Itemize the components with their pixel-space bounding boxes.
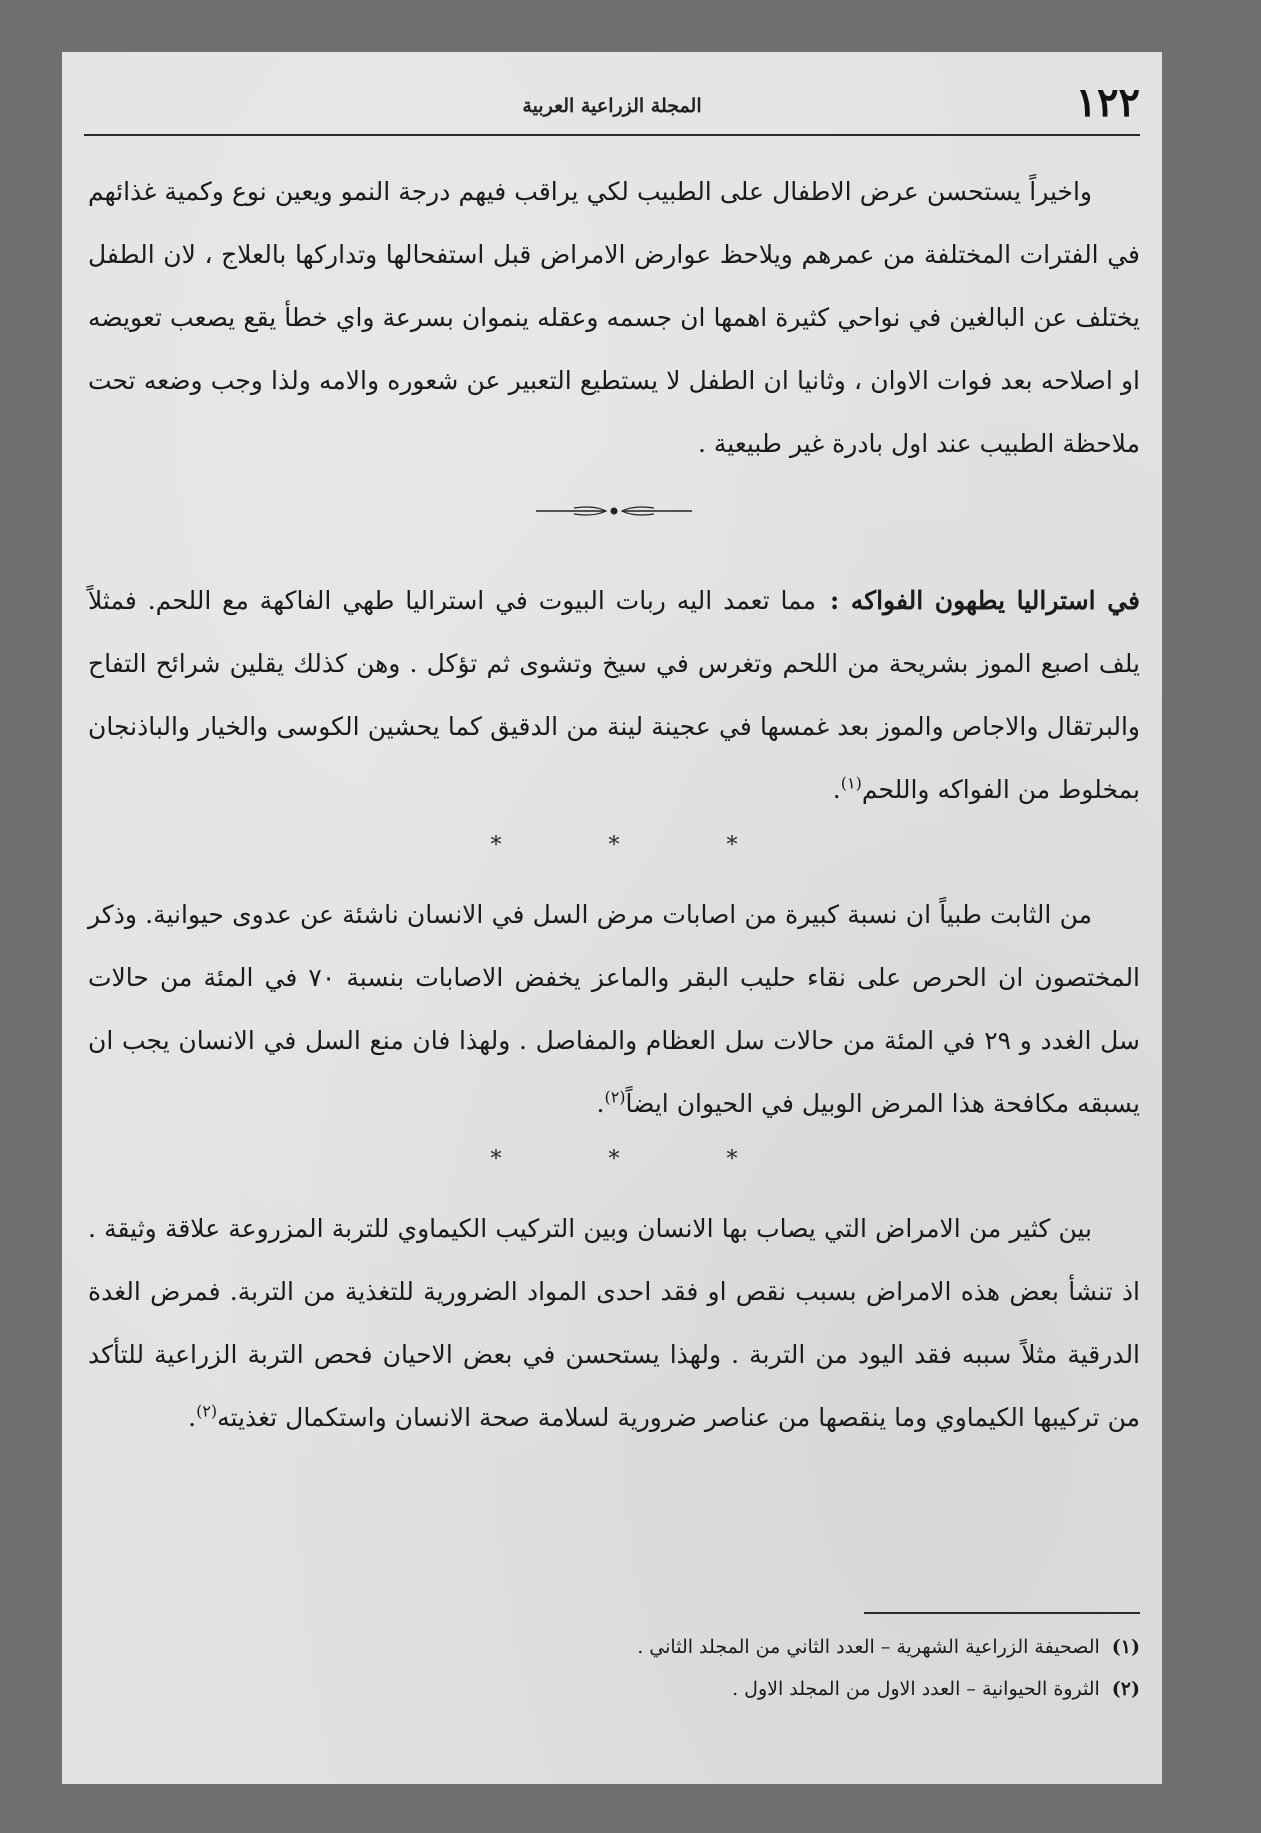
paragraph-children-checkup <box>88 160 1140 475</box>
punctuation: . <box>832 775 841 804</box>
section-separator-stars: * * * <box>490 1147 788 1172</box>
text-line: مما تعمد اليه ربات البيوت في استراليا طهي الفاكهة مع اللحم. <box>147 586 816 615</box>
text-line: فمثلاً يلف اصبع الموز بشريحة من اللحم وتغرس في سيخ وتشوى ثم تؤكل . وهن كذلك يقلين <box>88 586 1140 678</box>
text-line: من الثابت طبياً ان نسبة كبيرة من اصابات مرض السل في الانسان ناشئة عن عدوى حيوانية. <box>145 900 1092 929</box>
text-line: حالات سل الغدد و ٢٩ في المئة من حالات سل العظام والمفاصل . ولهذا فان منع السل في الانسان <box>88 963 1140 1055</box>
paragraph-tuberculosis <box>88 883 1140 1135</box>
footnote-text: الثروة الحيوانية – العدد الاول من المجلد الاول . <box>732 1678 1100 1700</box>
text-line: وذكر المختصون ان الحرص على نقاء حليب البقر والماعز يخفض الاصابات بنسبة ٧٠ في المئة من <box>88 900 1141 992</box>
text-line: لان الطفل يختلف عن البالغين في نواحي كثيرة اهمها ان جسمه وعقله ينموان بسرعة واي خطأ يقع <box>88 240 1140 332</box>
footnote-item <box>88 1626 1140 1668</box>
text-line: غذائهم في الفترات المختلفة من عمرهم ويلاحظ عوارض الامراض قبل استفحالها وتداركها بالعلاج ، <box>88 177 1140 269</box>
text-line: ولذا وجب وضعه تحت ملاحظة الطبيب عند اول بادرة غير طبيعية . <box>88 366 1140 458</box>
punctuation: . <box>188 1403 197 1432</box>
page-header <box>84 74 1140 136</box>
running-title: المجلة الزراعية العربية <box>522 95 702 117</box>
footnote-divider <box>864 1612 1140 1614</box>
punctuation: . <box>596 1089 605 1118</box>
text-line: بين كثير من الامراض التي يصاب بها الانسان وبين التركيب الكيماوي للتربة المزروعة علاقة <box>164 1214 1092 1243</box>
footnote-mark: (١) <box>1111 1636 1140 1658</box>
footnote-item <box>88 1668 1140 1710</box>
ornamental-divider <box>534 501 694 521</box>
article-body <box>88 160 1140 1449</box>
footnotes <box>88 1612 1140 1710</box>
section-separator-stars: * * * <box>490 833 788 858</box>
text-line: الزراعية للتأكد من تركيبها الكيماوي وما ينقصها من عناصر ضرورية لسلامة صحة الانسان <box>88 1340 1140 1432</box>
text-line: يجب ان يسبقه مكافحة هذا المرض الوبيل في الحيوان ايضاً <box>88 1026 1140 1118</box>
paragraph-soil-chemistry <box>88 1197 1140 1449</box>
text-line: فمرض الغدة الدرقية مثلاً سببه فقد اليود من التربة . ولهذا يستحسن في بعض الاحيان فحص التربة <box>88 1277 1141 1369</box>
footnote-ref: (٢) <box>196 1401 218 1421</box>
page-number: ١٢٢ <box>1075 79 1140 126</box>
footnote-mark: (٢) <box>1111 1678 1140 1700</box>
paragraph-australia-fruit <box>88 569 1140 821</box>
section-lead-title: في استراليا يطهون الفواكه : <box>829 586 1140 615</box>
text-line: والخيار والباذنجان بمخلوط من الفواكه واللحم <box>88 712 1140 804</box>
document-page <box>62 52 1162 1784</box>
text-line: وثيقة . اذ تنشأ بعض هذه الامراض بسبب نقص او فقد احدى المواد الضرورية للتغذية من التربة. <box>88 1214 1141 1306</box>
footnote-ref: (٢) <box>604 1087 626 1107</box>
text-line: شرائح التفاح والبرتقال والاجاص والموز بعد غمسها في عجينة لينة من الدقيق كما يحشين الكوسى <box>88 649 1141 741</box>
text-line: يصعب تعويضه او اصلاحه بعد فوات الاوان ، وثانيا ان الطفل لا يستطيع التعبير عن شعوره والامه <box>88 303 1140 395</box>
text-line: واستكمال تغذيته <box>217 1403 387 1432</box>
footnote-ref: (١) <box>840 773 862 793</box>
text-line: واخيراً يستحسن عرض الاطفال على الطبيب لكي يراقب فيهم درجة النمو ويعين نوع وكمية <box>164 177 1092 206</box>
footnote-text: الصحيفة الزراعية الشهرية – العدد الثاني من المجلد الثاني . <box>637 1636 1100 1658</box>
